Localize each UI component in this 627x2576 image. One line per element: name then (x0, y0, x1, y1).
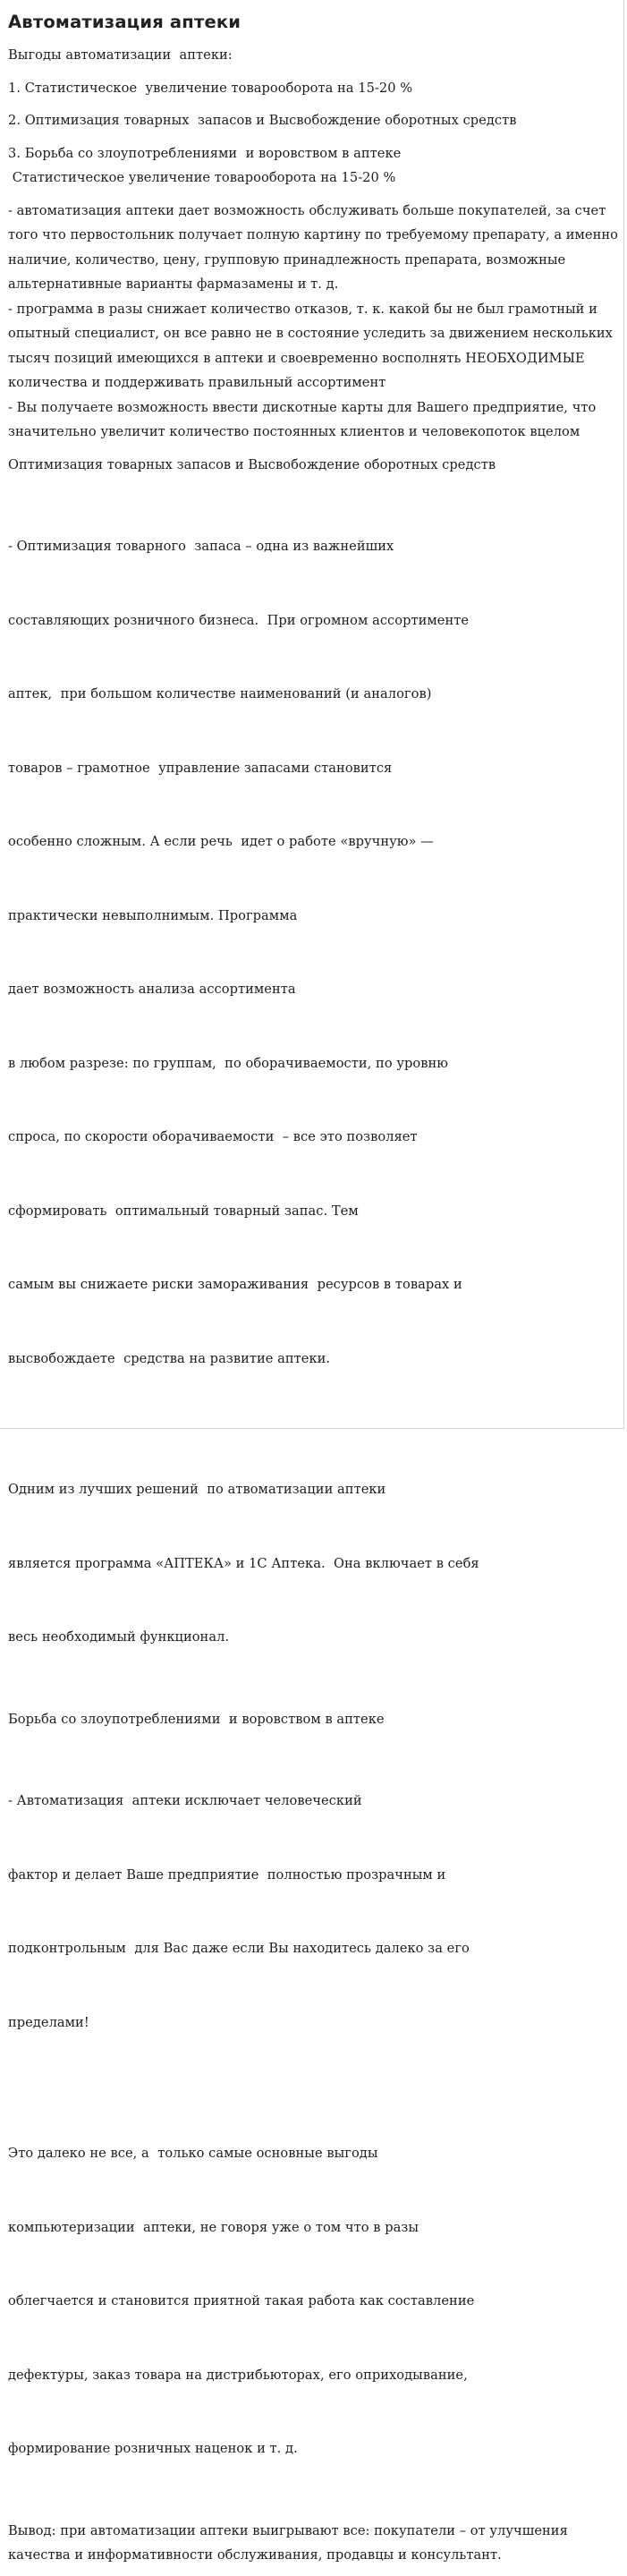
section2-line: товаров – грамотное управление запасами становится (8, 760, 393, 776)
benefit-item-3: 3. Борьба со злоупотреблениями и воровством в аптеке (8, 145, 402, 161)
section2-line: сформировать оптимальный товарный запас. Тем (8, 1203, 359, 1219)
article-body (8, 9, 623, 2576)
section2-line: спроса, по скорости оборачиваемости – все это позволяет (8, 1129, 418, 1144)
section2-line: в любом разрезе: по группам, по оборачиваемости, по уровню (8, 1055, 449, 1071)
section1-paragraph-2: - программа в разы снижает количество отказов, т. к. какой бы не был грамотный и опытный специалист, он все равно не в состояние уследить за движением нескольких тысяч позиций имеющихся в аптеки и своевременно восполнять НЕОБХОДИМЫЕ количества и поддерживать правильный ассортимент (8, 301, 617, 390)
solution-line: Одним из лучших решений по атвоматизации аптеки (8, 1482, 386, 1497)
section3-line: - Автоматизация аптеки исключает человеческий (8, 1793, 362, 1808)
benefit-item-1: 1. Статистическое увеличение товарооборота на 15-20 % (8, 80, 413, 96)
section2-solution-paragraph (8, 1428, 620, 1699)
section2-line: самым вы снижаете риски замораживания ресурсов в товарах и (8, 1277, 462, 1292)
section3-heading: Борьба со злоупотреблениями и воровством в аптеке (8, 1711, 385, 1727)
section2-line: высвобождаете средства на развитие аптеки. (8, 1350, 331, 1366)
section2-heading: Оптимизация товарных запасов и Высвобождение оборотных средств (8, 456, 496, 472)
section3-line: пределами! (8, 2014, 89, 2030)
section3-line: фактор и делает Ваше предприятие полностью прозрачным и (8, 1866, 446, 1883)
intro-text: Выгоды автоматизации аптеки: (8, 47, 233, 63)
section1-paragraph-3: - Вы получаете возможность ввести дискотные карты для Вашего предприятие, что значительно увеличит количество постоянных клиентов и человекопоток вцелом (8, 399, 601, 439)
section1-heading: Статистическое увеличение товарооборота на 15-20 % (8, 170, 396, 185)
conclusion-paragraph: Вывод: при автоматизации аптеки выигрывают все: покупатели – от улучшения качества и информативности обслуживания, продавцы и консультант. (8, 2522, 572, 2563)
section2-line: - Оптимизация товарного запаса – одна из важнейших (8, 539, 394, 554)
section2-line: особенно сложным. А если речь идет о работе «вручную» — (8, 834, 434, 849)
benefit-item-2: 2. Оптимизация товарных запасов и Высвобождение оборотных средств (8, 113, 517, 128)
article-title: Автоматизация аптеки (8, 12, 241, 32)
section2-line: практически невыполнимым. Программа (8, 907, 298, 923)
summary-line: облегчается и становится приятной такая работа как составление (8, 2293, 475, 2308)
section2-line: составляющих розничного бизнеса. При огромном ассортименте (8, 612, 470, 628)
summary-line: компьютеризации аптеки, не говоря уже о том что в разы (8, 2219, 419, 2235)
section3-line: подконтрольным для Вас даже если Вы находитесь далеко за его (8, 1941, 470, 1956)
summary-line: дефектуры, заказ товара на дистрибьюторах, его оприходывание, (8, 2367, 468, 2383)
summary-paragraph (8, 2092, 620, 2511)
section1-paragraph-1: - автоматизация аптеки дает возможность обслуживать больше покупателей, за счет того что первостольник получает полную картину по требуемому препарату, а именно наличие, количество, цену, групповую принадлежность препарата, возможные альтернативные варианты фармазамены и т. д. (8, 202, 623, 292)
summary-line: формирование розничных наценок и т. д. (8, 2441, 298, 2456)
section2-line: дает возможность анализа ассортимента (8, 982, 296, 997)
section2-line: аптек, при большом количестве наименований (и аналогов) (8, 686, 432, 701)
section2-paragraph (8, 485, 620, 1420)
section3-paragraph (8, 1739, 620, 2084)
solution-line: весь необходимый функционал. (8, 1629, 230, 1645)
solution-line: является программа «АПТЕКА» и 1С Аптека. Она включает в себя (8, 1555, 479, 1571)
summary-line: Это далеко не все, а только самые основные выгоды (8, 2146, 378, 2161)
